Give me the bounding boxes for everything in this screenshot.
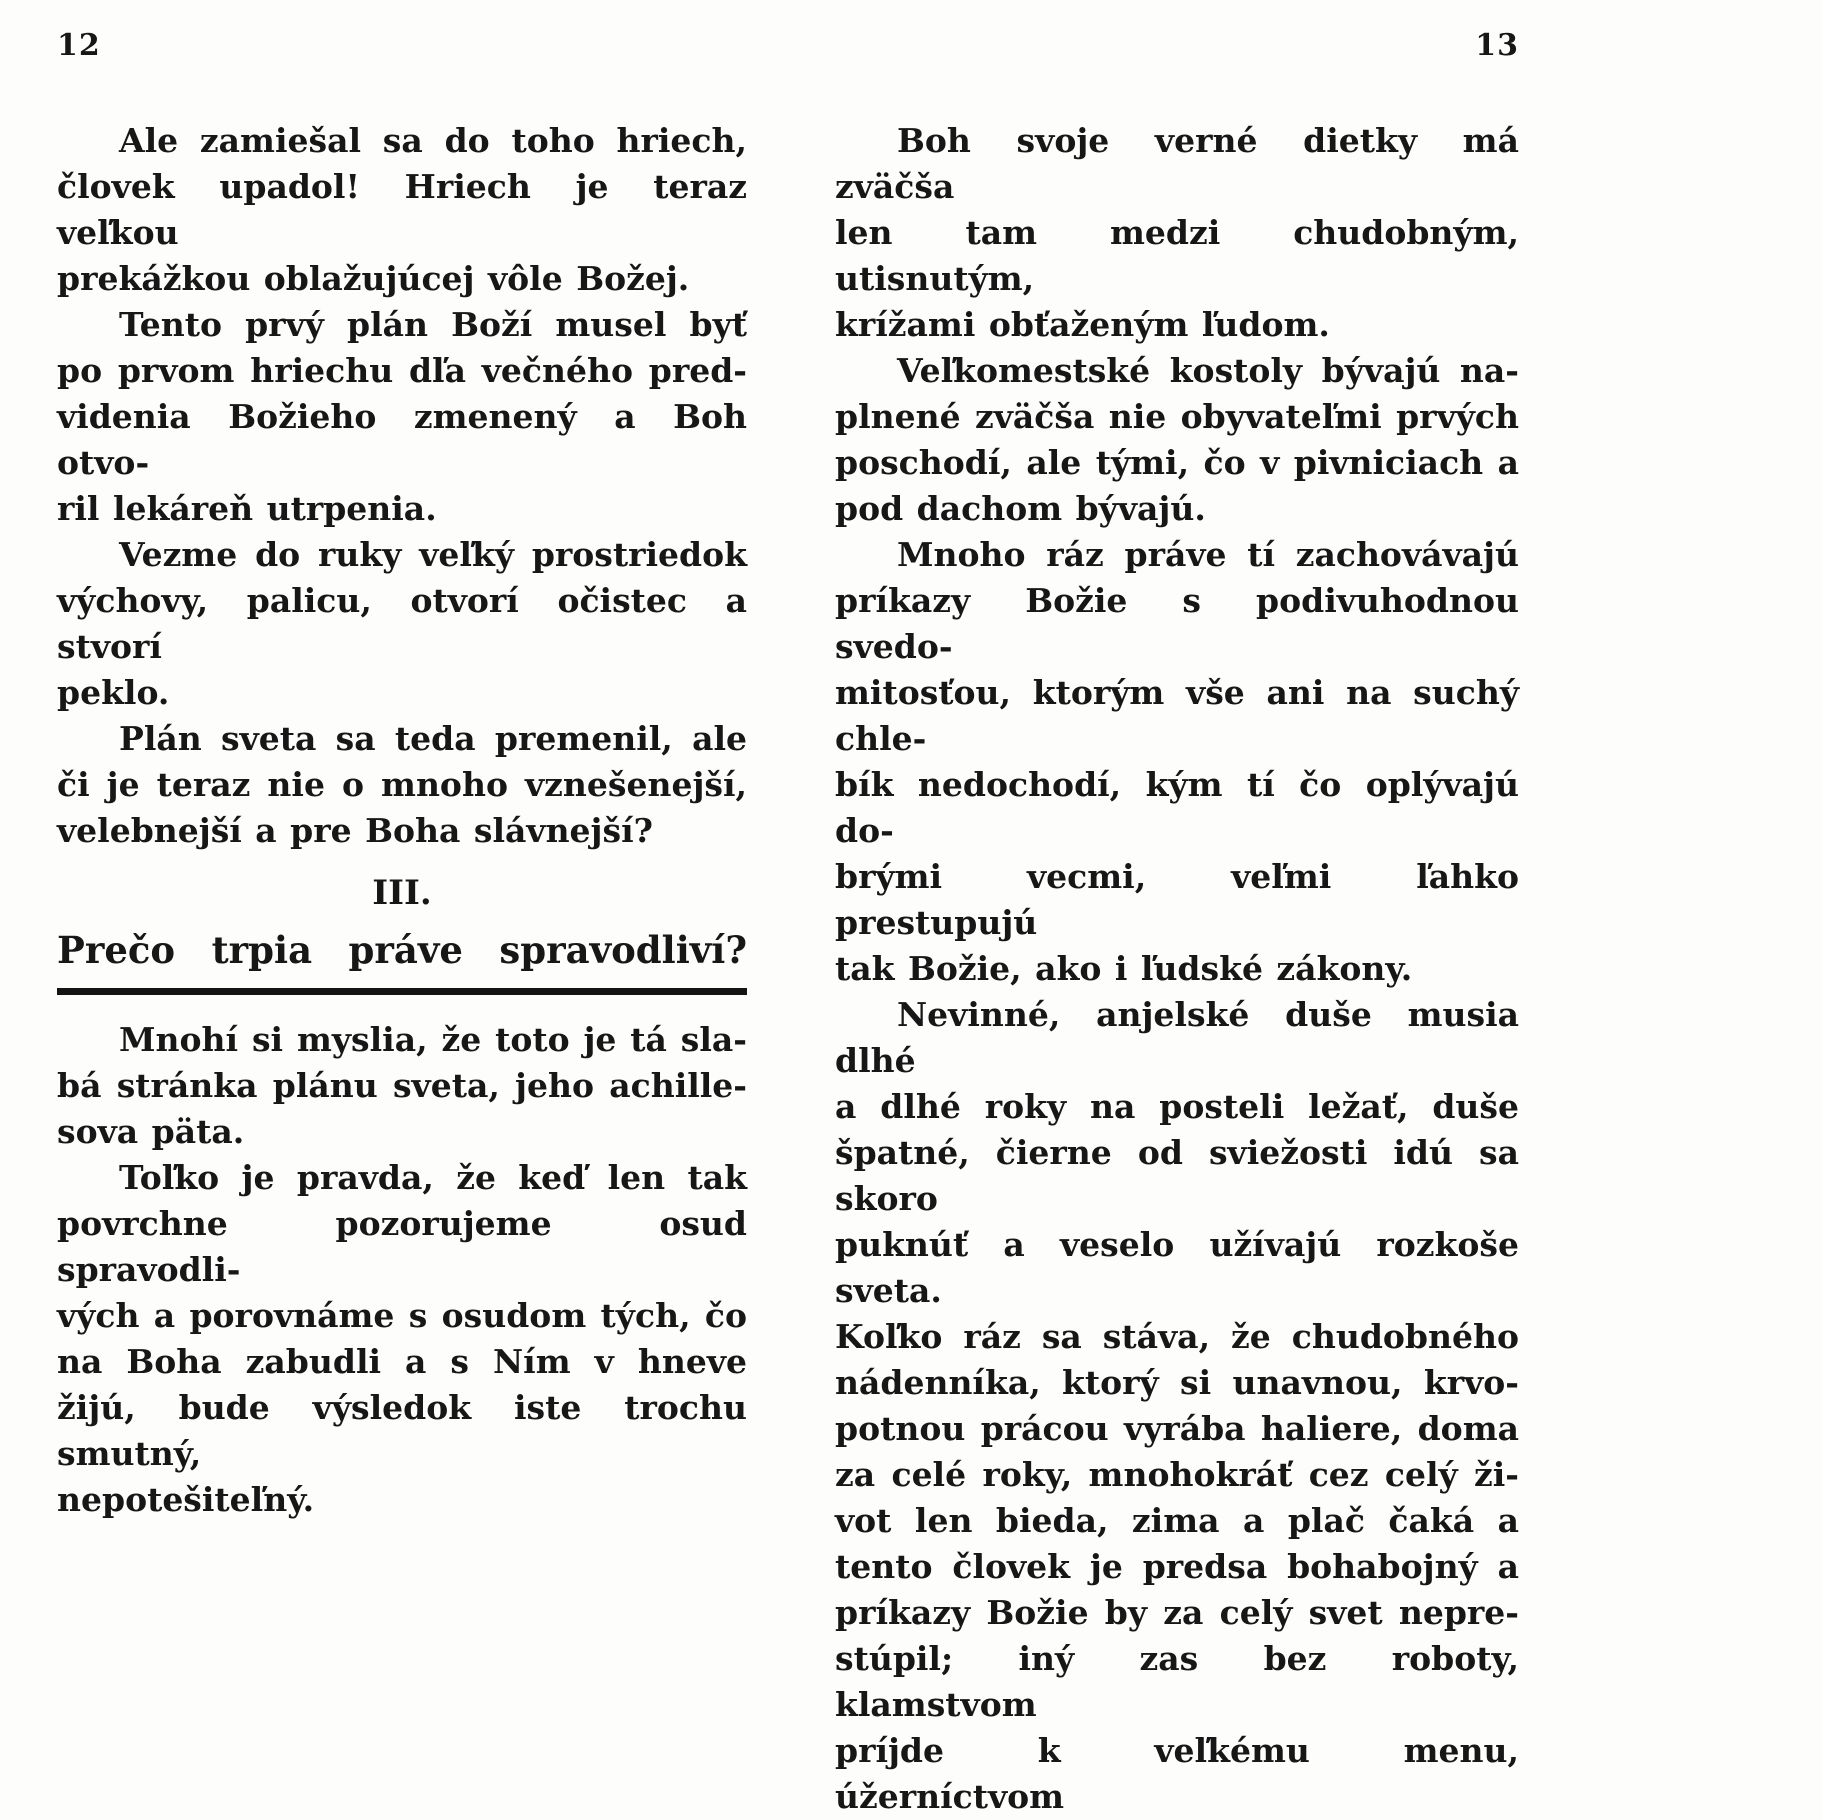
paragraph [57, 716, 747, 854]
text-line: mitosťou, ktorým vše ani na suchý chle- [835, 673, 1519, 758]
text-line: videnia Božieho zmenený a Boh otvo- [57, 397, 747, 482]
paragraph [835, 348, 1519, 532]
text-line: len tam medzi chudobným, utisnutým, [835, 213, 1519, 298]
paragraph [57, 532, 747, 716]
text-line: tento človek je predsa bohabojný a [835, 1547, 1519, 1586]
text-line: človek upadol! Hriech je teraz veľkou [57, 167, 747, 252]
text-line: brými vecmi, veľmi ľahko prestupujú [835, 857, 1519, 942]
paragraph [835, 532, 1519, 992]
text-line: Ale zamiešal sa do toho hriech, [119, 121, 747, 160]
page-13-content [835, 118, 1519, 1820]
text-line: vot len bieda, zima a plač čaká a [835, 1501, 1519, 1540]
text-line: Toľko je pravda, že keď len tak [119, 1158, 747, 1197]
text-line: tak Božie, ako i ľudské zákony. [835, 949, 1413, 988]
text-line: Tento prvý plán Boží musel byť [119, 305, 747, 344]
text-line: Vezme do ruky veľký prostriedok [119, 535, 747, 574]
text-line: nepotešiteľný. [57, 1480, 315, 1519]
text-line: žijú, bude výsledok iste trochu smutný, [57, 1388, 747, 1473]
text-line: Mnohí si myslia, že toto je tá sla- [119, 1020, 747, 1059]
text-line: Koľko ráz sa stáva, že chudobného [835, 1317, 1519, 1356]
text-line: príkazy Božie s podivuhodnou svedo- [835, 581, 1519, 666]
paragraph [57, 1155, 747, 1523]
text-line: sova päta. [57, 1112, 245, 1151]
text-line: prekážkou oblažujúcej vôle Božej. [57, 259, 690, 298]
text-line: krížami obťaženým ľudom. [835, 305, 1330, 344]
text-line: bík nedochodí, kým tí čo oplývajú do- [835, 765, 1519, 850]
text-line: príkazy Božie by za celý svet nepre- [835, 1593, 1519, 1632]
text-line: pod dachom bývajú. [835, 489, 1206, 528]
text-line: povrchne pozorujeme osud spravodli- [57, 1204, 747, 1289]
text-line: ril lekáreň utrpenia. [57, 489, 437, 528]
page-number-left: 12 [57, 28, 101, 63]
text-line: príjde k veľkému menu, úžerníctvom [835, 1731, 1519, 1816]
section-heading: Prečo trpia práve spravodliví? [57, 926, 747, 995]
text-line: Boh svoje verné dietky má zväčša [835, 121, 1519, 206]
text-line: peklo. [57, 673, 170, 712]
page-number-right: 13 [1475, 28, 1519, 63]
paragraph [835, 118, 1519, 348]
text-line: či je teraz nie o mnoho vznešenejší, [57, 765, 747, 804]
paragraph [57, 1017, 747, 1155]
text-line: Veľkomestské kostoly bývajú na- [897, 351, 1519, 390]
text-line: velebnejší a pre Boha slávnejší? [57, 811, 653, 850]
paragraph [57, 118, 747, 302]
text-line: špatné, čierne od sviežosti idú sa skoro [835, 1133, 1519, 1218]
paragraph [835, 992, 1519, 1820]
text-line: puknúť a veselo užívajú rozkoše sveta. [835, 1225, 1519, 1310]
text-line: plnené zväčša nie obyvateľmi prvých [835, 397, 1519, 436]
text-line: na Boha zabudli a s Ním v hneve [57, 1342, 747, 1381]
paragraph [57, 302, 747, 532]
text-line: vých a porovnáme s osudom tých, čo [57, 1296, 747, 1335]
text-line: potnou prácou vyrába haliere, doma [835, 1409, 1519, 1448]
page-13 [835, 0, 1519, 1816]
text-line: stúpil; iný zas bez roboty, klamstvom [835, 1639, 1519, 1724]
text-line: za celé roky, mnohokráť cez celý ži- [835, 1455, 1519, 1494]
text-line: výchovy, palicu, otvorí očistec a stvorí [57, 581, 747, 666]
page-12-content [57, 118, 747, 1523]
text-line: a dlhé roky na posteli ležať, duše [835, 1087, 1519, 1126]
text-line: nádenníka, ktorý si unavnou, krvo- [835, 1363, 1519, 1402]
text-line: bá stránka plánu sveta, jeho achille- [57, 1066, 747, 1105]
text-line: poschodí, ale tými, čo v pivniciach a [835, 443, 1519, 482]
text-line: Nevinné, anjelské duše musia dlhé [835, 995, 1519, 1080]
text-line: Mnoho ráz práve tí zachovávajú [897, 535, 1519, 574]
page-12 [57, 0, 747, 1519]
text-line: po prvom hriechu dľa večného pred- [57, 351, 747, 390]
text-line: Plán sveta sa teda premenil, ale [119, 719, 747, 758]
section-number: III. [372, 873, 432, 913]
